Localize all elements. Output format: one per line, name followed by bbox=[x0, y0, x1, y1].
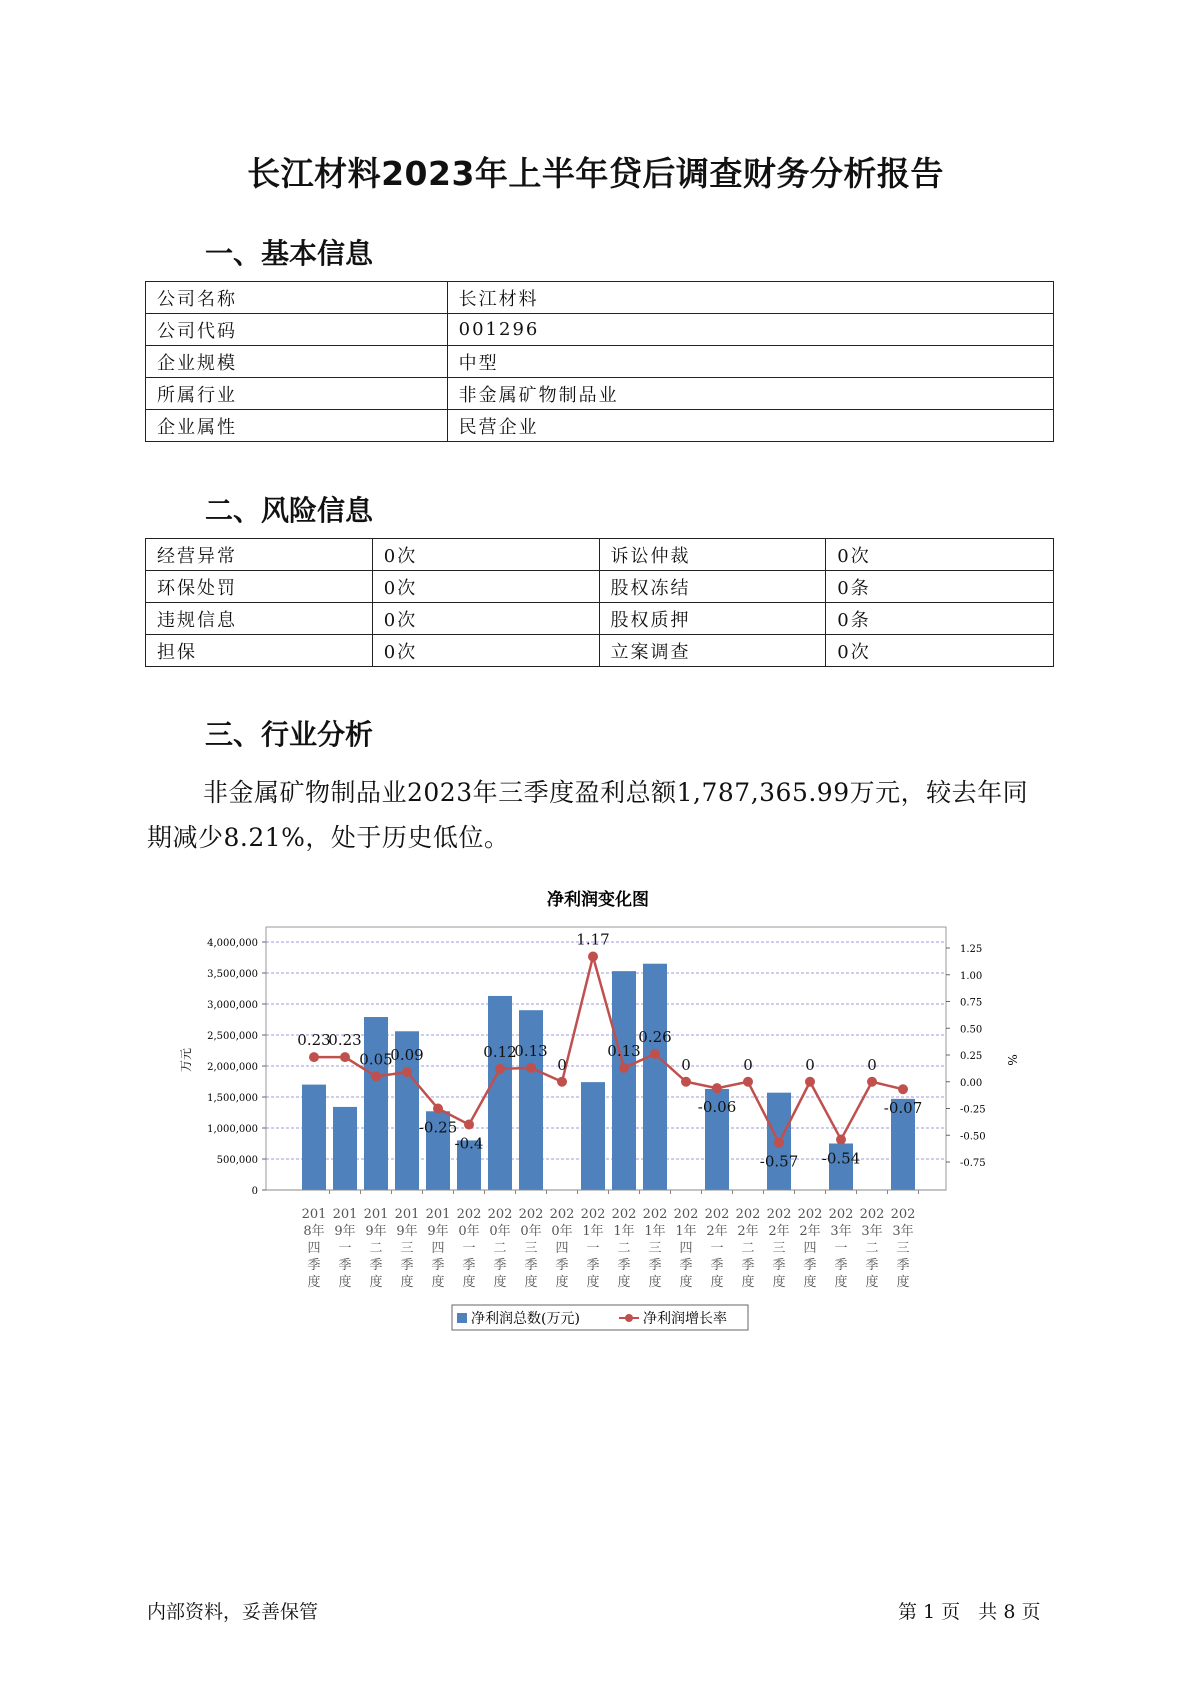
x-tick-label: 202 3年一季度 bbox=[828, 1207, 854, 1290]
table-row bbox=[146, 314, 1054, 346]
risk-value: 0次 bbox=[826, 539, 1054, 571]
point-label: 0.13 bbox=[514, 1041, 548, 1060]
point-label: 1.17 bbox=[576, 930, 610, 949]
line-point bbox=[867, 1077, 877, 1087]
risk-value: 0条 bbox=[826, 571, 1054, 603]
footer-confidential-note: 内部资料，妥善保管 bbox=[147, 1601, 319, 1623]
x-tick-label: 201 8年四季度 bbox=[301, 1207, 327, 1290]
risk-info-table bbox=[145, 538, 1054, 667]
x-tick-label: 202 2年一季度 bbox=[704, 1207, 730, 1290]
risk-value: 0条 bbox=[826, 603, 1054, 635]
y2-tick-label: -0.75 bbox=[960, 1158, 986, 1169]
basic-info-label: 公司代码 bbox=[146, 314, 448, 346]
risk-label: 股权冻结 bbox=[599, 571, 826, 603]
basic-info-label: 企业规模 bbox=[146, 346, 448, 378]
bar bbox=[302, 1085, 326, 1190]
bar bbox=[488, 996, 512, 1190]
point-label: -0.06 bbox=[697, 1098, 737, 1117]
y-tick-label: 3,000,000 bbox=[207, 1000, 258, 1011]
bar bbox=[612, 971, 636, 1190]
x-tick-label: 202 0年二季度 bbox=[487, 1207, 513, 1290]
x-tick-label: 202 0年四季度 bbox=[549, 1207, 575, 1290]
x-tick-label: 202 0年一季度 bbox=[456, 1207, 482, 1290]
x-tick-label: 202 0年三季度 bbox=[518, 1207, 544, 1290]
basic-info-value: 非金属矿物制品业 bbox=[447, 378, 1053, 410]
point-label: 0 bbox=[743, 1055, 753, 1074]
line-point bbox=[371, 1071, 381, 1081]
y-tick-label: 4,000,000 bbox=[207, 938, 258, 949]
report-title: 长江材料2023年上半年贷后调查财务分析报告 bbox=[247, 154, 944, 193]
point-label: 0 bbox=[805, 1055, 815, 1074]
risk-label: 立案调查 bbox=[599, 635, 826, 667]
line-point bbox=[898, 1084, 908, 1094]
line-point bbox=[464, 1120, 474, 1130]
y2-tick-label: 0.25 bbox=[960, 1051, 983, 1062]
line-point bbox=[402, 1067, 412, 1077]
line-point bbox=[557, 1077, 567, 1087]
legend-bar-swatch bbox=[457, 1313, 467, 1323]
y2-tick-label: 1.00 bbox=[960, 970, 983, 982]
table-row bbox=[146, 635, 1054, 667]
x-tick-label: 201 9年二季度 bbox=[363, 1207, 389, 1290]
risk-value: 0次 bbox=[826, 635, 1054, 667]
y-tick-label: 500,000 bbox=[216, 1155, 258, 1166]
basic-info-table bbox=[145, 281, 1054, 442]
table-row bbox=[146, 346, 1054, 378]
chart-title: 净利润变化图 bbox=[547, 890, 649, 910]
risk-value: 0次 bbox=[372, 603, 599, 635]
legend-entry-growth-rate: 净利润增长率 bbox=[643, 1311, 727, 1327]
risk-label: 环保处罚 bbox=[146, 571, 373, 603]
line-point bbox=[433, 1104, 443, 1114]
y2-tick-label: 0.50 bbox=[960, 1024, 983, 1036]
x-tick-label: 202 3年三季度 bbox=[890, 1207, 916, 1290]
table-row bbox=[146, 378, 1054, 410]
risk-value: 0次 bbox=[372, 635, 599, 667]
risk-label: 经营异常 bbox=[146, 539, 373, 571]
line-point bbox=[681, 1077, 691, 1087]
line-point bbox=[309, 1052, 319, 1062]
line-point bbox=[836, 1135, 846, 1145]
basic-info-value: 001296 bbox=[447, 314, 1053, 346]
line-point bbox=[805, 1077, 815, 1087]
point-label: 0.09 bbox=[390, 1046, 424, 1065]
industry-analysis-paragraph: 非金属矿物制品业2023年三季度盈利总额1,787,365.99万元，较去年同期减少8.21%，处于历史低位。 bbox=[147, 778, 1029, 852]
section-heading-basic-info: 一、基本信息 bbox=[205, 237, 374, 270]
basic-info-label: 企业属性 bbox=[146, 410, 448, 442]
point-label: -0.54 bbox=[821, 1149, 861, 1168]
y2-tick-label: -0.25 bbox=[960, 1104, 986, 1116]
point-label: 0.23 bbox=[297, 1031, 331, 1050]
point-label: 0 bbox=[867, 1055, 877, 1074]
y2-tick-label: 0.00 bbox=[960, 1077, 983, 1089]
bar bbox=[333, 1107, 357, 1190]
y-tick-label: 0 bbox=[251, 1186, 258, 1197]
secondary-y-axis-label: % bbox=[1005, 1054, 1019, 1066]
legend-line-dot bbox=[625, 1314, 633, 1322]
section-heading-industry-analysis: 三、行业分析 bbox=[205, 718, 374, 751]
secondary-y-axis bbox=[946, 944, 986, 1169]
y-tick-label: 1,500,000 bbox=[207, 1093, 258, 1104]
point-label: 0.12 bbox=[483, 1042, 517, 1061]
point-label: 0 bbox=[557, 1055, 567, 1074]
line-point bbox=[619, 1063, 629, 1073]
x-tick-label: 202 1年一季度 bbox=[580, 1207, 606, 1290]
x-tick-label: 202 1年三季度 bbox=[642, 1207, 668, 1290]
point-label: -0.4 bbox=[454, 1134, 484, 1153]
basic-info-value: 民营企业 bbox=[447, 410, 1053, 442]
x-tick-label: 202 2年二季度 bbox=[735, 1207, 761, 1290]
y2-tick-label: -0.50 bbox=[960, 1131, 986, 1143]
basic-info-label: 公司名称 bbox=[146, 282, 448, 314]
point-label: 0.13 bbox=[607, 1041, 641, 1060]
line-point bbox=[588, 952, 598, 962]
basic-info-value: 中型 bbox=[447, 346, 1053, 378]
bar bbox=[581, 1082, 605, 1190]
risk-value: 0次 bbox=[372, 539, 599, 571]
line-point bbox=[495, 1064, 505, 1074]
net-profit-chart bbox=[0, 880, 1191, 1340]
risk-value: 0次 bbox=[372, 571, 599, 603]
basic-info-value: 长江材料 bbox=[447, 282, 1053, 314]
line-point bbox=[743, 1077, 753, 1087]
x-tick-label: 201 9年三季度 bbox=[394, 1207, 420, 1290]
y-tick-label: 2,000,000 bbox=[207, 1062, 258, 1073]
risk-label: 违规信息 bbox=[146, 603, 373, 635]
bar bbox=[643, 964, 667, 1190]
y-axis bbox=[207, 938, 266, 1197]
table-row bbox=[146, 410, 1054, 442]
legend bbox=[452, 1305, 748, 1330]
x-tick-label: 201 9年四季度 bbox=[425, 1207, 451, 1290]
line-point bbox=[650, 1049, 660, 1059]
point-label: -0.57 bbox=[759, 1152, 799, 1171]
y2-tick-label: 0.75 bbox=[960, 997, 983, 1009]
bar bbox=[519, 1010, 543, 1190]
x-tick-label: 202 2年三季度 bbox=[766, 1207, 792, 1290]
x-tick-label: 202 1年四季度 bbox=[673, 1207, 699, 1290]
x-tick-label: 202 3年二季度 bbox=[859, 1207, 885, 1290]
legend-entry-net-profit: 净利润总数(万元) bbox=[471, 1311, 580, 1327]
x-tick-label: 201 9年一季度 bbox=[332, 1207, 358, 1290]
y-axis-label: 万元 bbox=[179, 1047, 193, 1073]
point-label: 0 bbox=[681, 1055, 691, 1074]
table-row bbox=[146, 282, 1054, 314]
risk-label: 担保 bbox=[146, 635, 373, 667]
y-tick-label: 1,000,000 bbox=[207, 1124, 258, 1135]
point-label: -0.07 bbox=[883, 1099, 923, 1118]
table-row bbox=[146, 603, 1054, 635]
line-point bbox=[340, 1052, 350, 1062]
footer-page-number: 第 1 页 共 8 页 bbox=[898, 1601, 1041, 1623]
line-point bbox=[526, 1063, 536, 1073]
risk-label: 股权质押 bbox=[599, 603, 826, 635]
y2-tick-label: 1.25 bbox=[960, 944, 983, 955]
point-label: 0.26 bbox=[638, 1027, 672, 1046]
section-heading-risk-info: 二、风险信息 bbox=[205, 494, 374, 527]
point-label: -0.25 bbox=[418, 1118, 458, 1137]
table-row bbox=[146, 571, 1054, 603]
line-point bbox=[712, 1083, 722, 1093]
y-tick-label: 2,500,000 bbox=[207, 1031, 258, 1042]
risk-label: 诉讼仲裁 bbox=[599, 539, 826, 571]
table-row bbox=[146, 539, 1054, 571]
basic-info-label: 所属行业 bbox=[146, 378, 448, 410]
x-axis bbox=[266, 1190, 946, 1290]
x-tick-label: 202 1年二季度 bbox=[611, 1207, 637, 1290]
point-label: 0.05 bbox=[359, 1050, 393, 1069]
bar bbox=[364, 1017, 388, 1190]
line-point bbox=[774, 1138, 784, 1148]
y-tick-label: 3,500,000 bbox=[207, 969, 258, 980]
point-label: 0.23 bbox=[328, 1031, 362, 1050]
x-tick-label: 202 2年四季度 bbox=[797, 1207, 823, 1290]
